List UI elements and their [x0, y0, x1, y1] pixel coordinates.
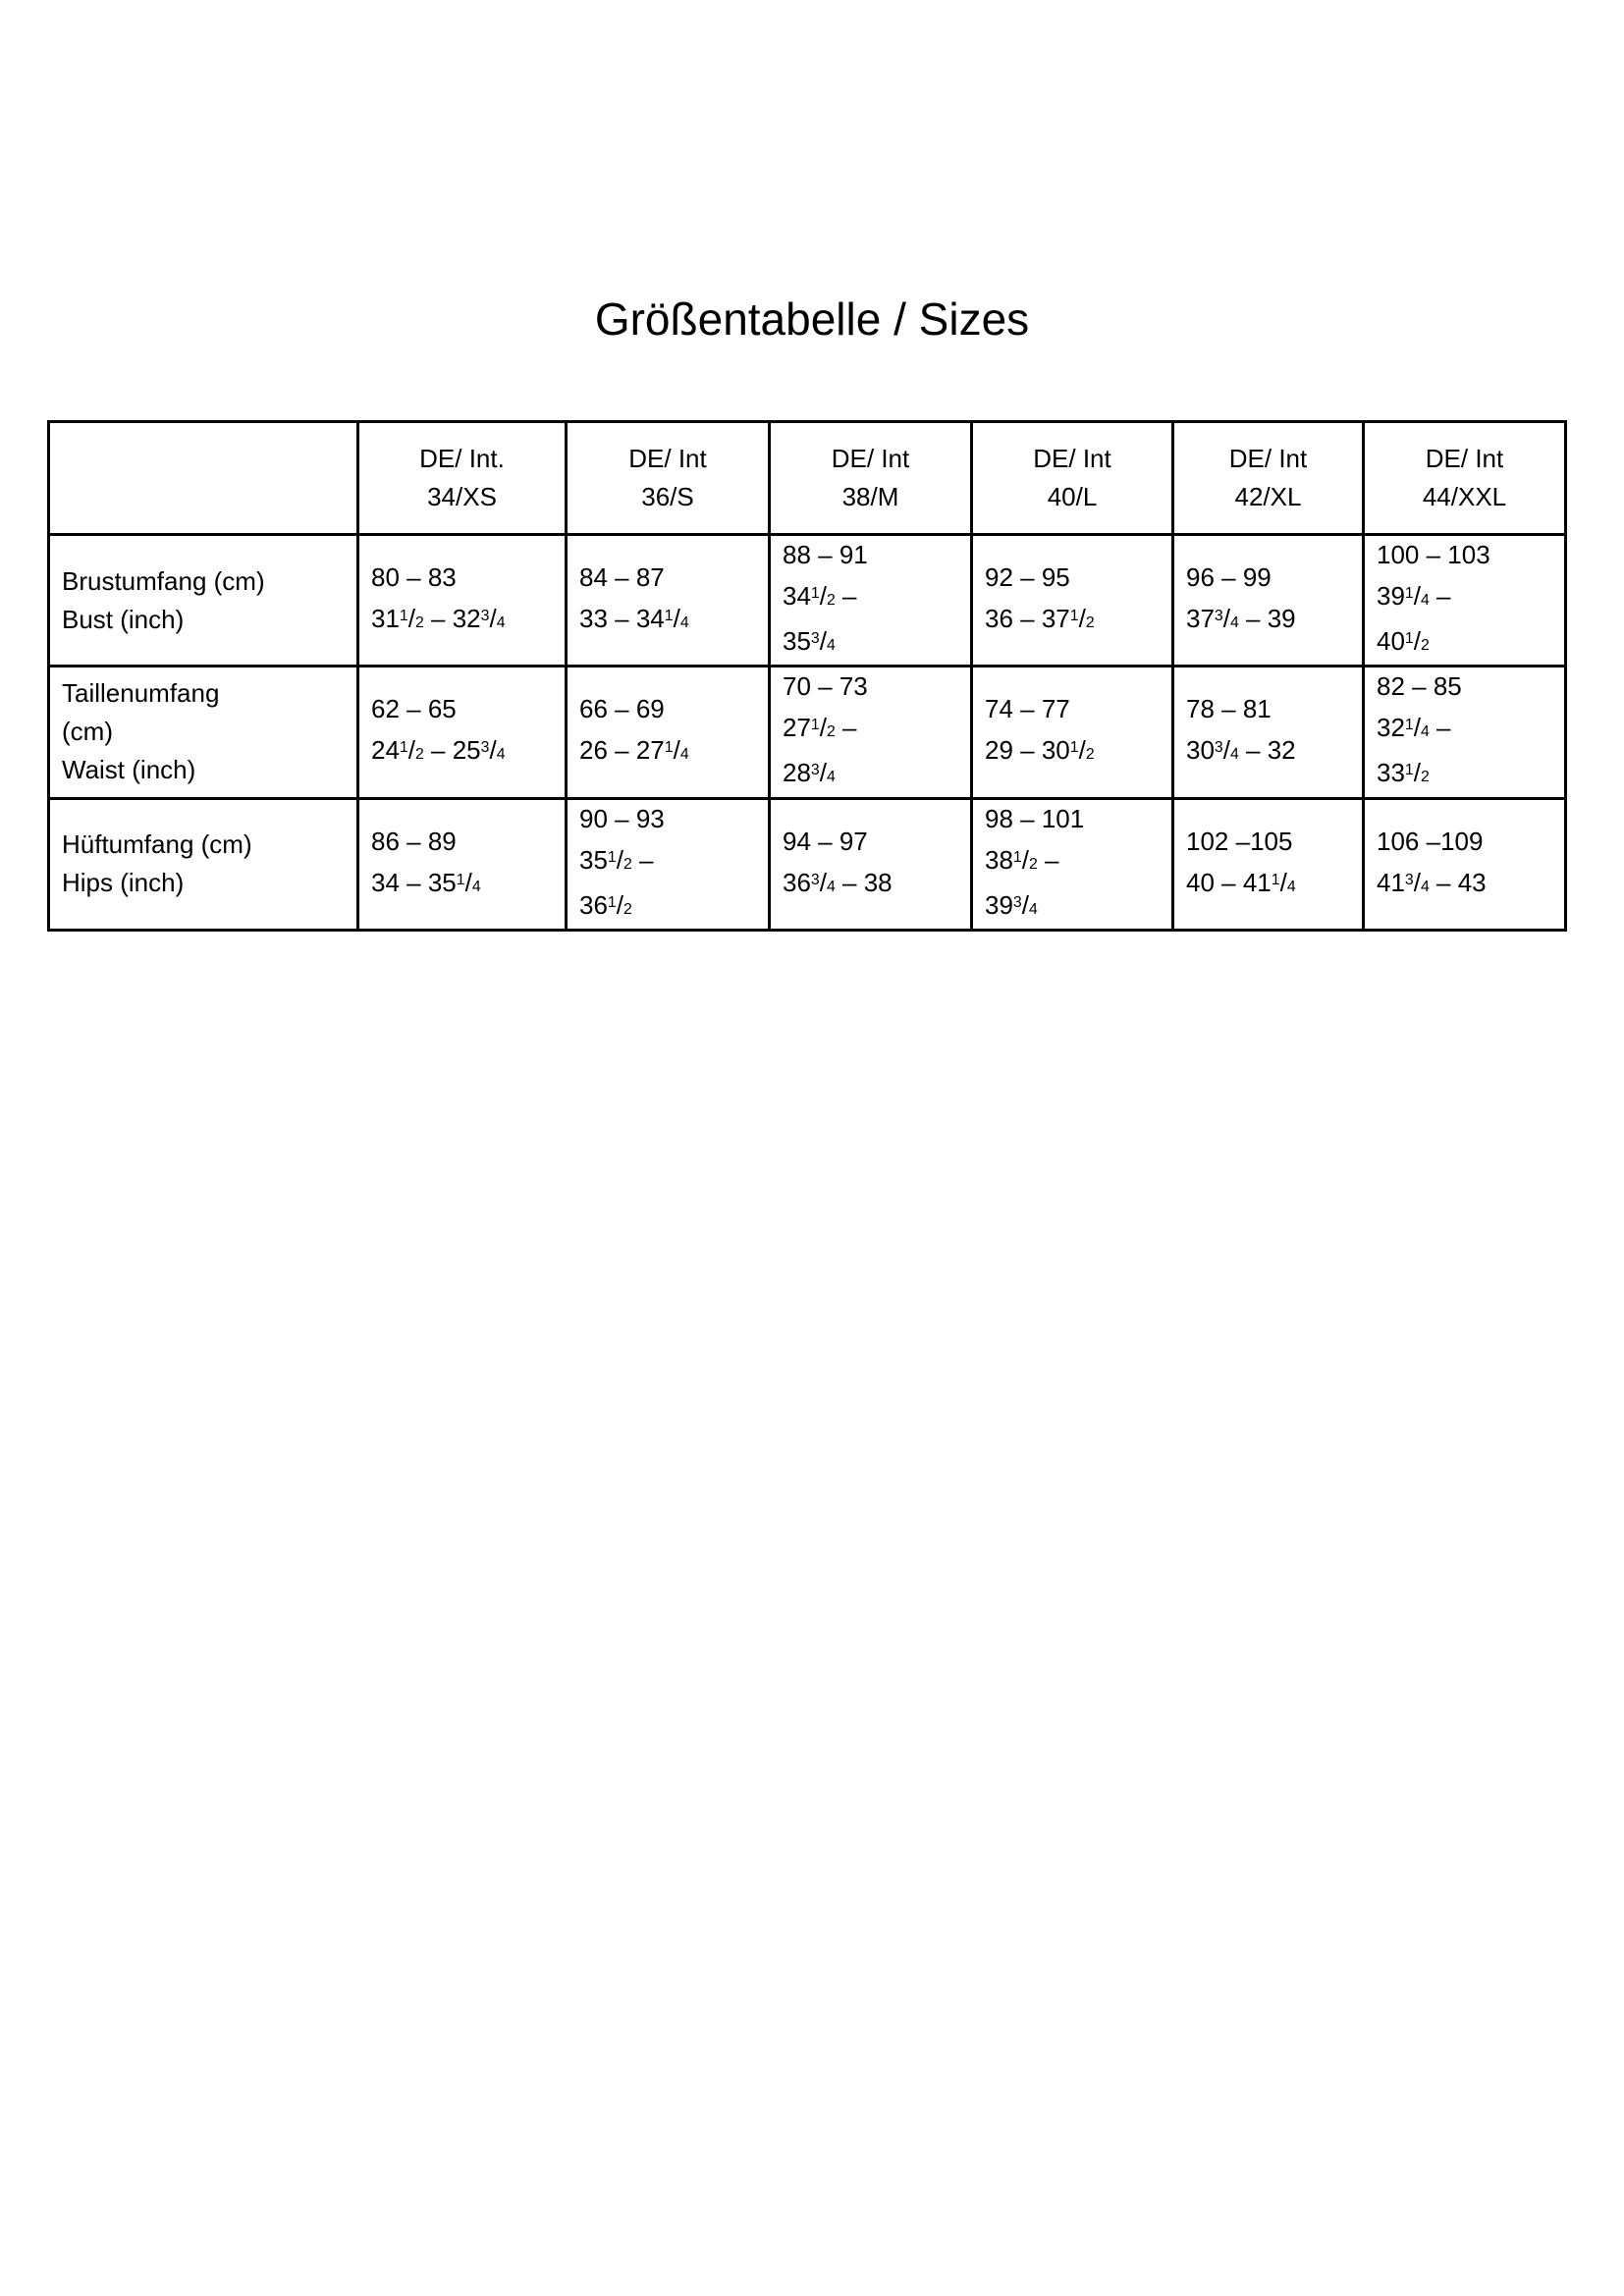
- fraction-slash: /: [407, 735, 415, 766]
- inch-range-line: $34 - 35^1/4$: [371, 867, 481, 897]
- fraction-numerator: 1: [607, 848, 617, 866]
- cm-range-line: 94 – 97: [783, 826, 868, 856]
- fraction-denominator: 2: [1420, 637, 1430, 655]
- cm-range-line: 100 – 103: [1377, 540, 1490, 569]
- size-cell: [1364, 667, 1566, 798]
- cm-range-line: 84 – 87: [579, 562, 665, 593]
- column-header-line: DE/ Int: [1033, 444, 1111, 473]
- inch-range-line: $35^3/4$: [783, 626, 836, 657]
- inch-range-line: $41^3/4 - 43$: [1377, 867, 1487, 897]
- fraction-numerator: 3: [1214, 739, 1223, 757]
- inch-range-line: $38^1/2$ –: [985, 844, 1059, 875]
- row-label: [49, 798, 358, 930]
- fraction-slash: /: [489, 735, 497, 766]
- cm-range-line: 74 – 77: [985, 694, 1070, 724]
- fraction-denominator: 4: [826, 878, 836, 895]
- size-cell: [1364, 798, 1566, 930]
- fraction-slash: /: [464, 867, 472, 897]
- fraction-denominator: 4: [1229, 614, 1239, 632]
- inch-range-line: $40 - 41^1/4$: [1186, 867, 1296, 897]
- fraction-slash: /: [1413, 867, 1421, 897]
- fraction-slash: /: [819, 758, 827, 788]
- fraction-numerator: 3: [810, 871, 820, 888]
- row-label-line: Bust (inch): [62, 604, 185, 634]
- fraction-numerator: 3: [810, 762, 820, 779]
- size-cell: [358, 535, 567, 667]
- fraction-slash: /: [1413, 581, 1421, 612]
- fraction-numerator: 1: [664, 608, 674, 625]
- row-label: [49, 535, 358, 667]
- fraction-denominator: 2: [826, 723, 836, 741]
- row-label-line: Hips (inch): [62, 868, 185, 898]
- inch-range-line: $36^1/2$: [579, 889, 632, 920]
- fraction-denominator: 2: [623, 900, 632, 918]
- fraction-numerator: 1: [810, 717, 820, 734]
- fraction-denominator: 4: [496, 614, 506, 632]
- inch-range-line: $39^3/4$: [985, 889, 1038, 920]
- column-header-38-m: [770, 422, 972, 535]
- column-header-36-s: [567, 422, 770, 535]
- fraction-denominator: 4: [826, 637, 836, 655]
- table-row: [49, 798, 1566, 930]
- fraction-denominator: 2: [414, 614, 424, 632]
- cm-range-line: 78 – 81: [1186, 694, 1272, 724]
- fraction-denominator: 4: [1420, 878, 1430, 895]
- fraction-slash: /: [407, 604, 415, 634]
- page-title: Größentabelle / Sizes: [594, 294, 1030, 345]
- fraction-denominator: 2: [826, 592, 836, 610]
- fraction-numerator: 3: [480, 739, 490, 757]
- table-row: [49, 535, 1566, 667]
- fraction-slash: /: [1021, 844, 1029, 875]
- fraction-slash: /: [819, 581, 827, 612]
- cm-range-line: 102 –105: [1186, 826, 1293, 856]
- fraction-numerator: 1: [1404, 762, 1414, 779]
- cm-range-line: 70 – 73: [783, 671, 868, 702]
- size-cell: [770, 535, 972, 667]
- fraction-numerator: 1: [1404, 717, 1414, 734]
- inch-range-line: $36 - 37^1/2$: [985, 604, 1095, 634]
- column-header-line: 34/XS: [427, 482, 497, 511]
- corner-cell: [49, 422, 358, 535]
- size-cell: [567, 667, 770, 798]
- fraction-denominator: 2: [623, 855, 632, 873]
- fraction-denominator: 4: [679, 614, 689, 632]
- fraction-denominator: 2: [1085, 614, 1095, 632]
- fraction-slash: /: [489, 604, 497, 634]
- inch-range-line: $26 - 27^1/4$: [579, 735, 689, 766]
- row-label-line: (cm): [62, 717, 113, 747]
- fraction-numerator: 1: [1012, 848, 1022, 866]
- fraction-numerator: 1: [456, 871, 465, 888]
- column-header-line: 36/S: [641, 482, 694, 511]
- fraction-numerator: 1: [399, 608, 408, 625]
- size-cell: [770, 667, 972, 798]
- column-header-line: 40/L: [1047, 482, 1098, 511]
- column-header-line: DE/ Int.: [419, 444, 505, 473]
- size-cell: [1173, 535, 1364, 667]
- size-cell: [770, 798, 972, 930]
- inch-range-line: $29 - 30^1/2$: [985, 735, 1095, 766]
- fraction-denominator: 2: [1085, 746, 1095, 764]
- fraction-slash: /: [1222, 604, 1230, 634]
- fraction-denominator: 4: [471, 878, 481, 895]
- cm-range-line: 90 – 93: [579, 803, 665, 833]
- fraction-slash: /: [1078, 604, 1086, 634]
- size-cell: [567, 798, 770, 930]
- fraction-denominator: 4: [1286, 878, 1296, 895]
- fraction-denominator: 2: [1420, 769, 1430, 786]
- row-label: [49, 667, 358, 798]
- inch-range-line: $27^1/2$ –: [783, 713, 857, 743]
- fraction-numerator: 1: [399, 739, 408, 757]
- inch-range-line: $36^3/4 - 38$: [783, 867, 893, 897]
- size-cell: [1364, 535, 1566, 667]
- fraction-slash: /: [1279, 867, 1287, 897]
- fraction-denominator: 4: [826, 769, 836, 786]
- column-header-42-xl: [1173, 422, 1364, 535]
- fraction-numerator: 1: [1404, 630, 1414, 648]
- fraction-slash: /: [819, 867, 827, 897]
- fraction-numerator: 1: [1404, 585, 1414, 602]
- row-label-line: Waist (inch): [62, 755, 196, 785]
- fraction-slash: /: [1078, 735, 1086, 766]
- fraction-numerator: 1: [1069, 608, 1079, 625]
- column-header-line: DE/ Int: [831, 444, 910, 473]
- inch-range-line: $34^1/2$ –: [783, 581, 857, 612]
- size-cell: [1173, 798, 1364, 930]
- fraction-numerator: 3: [1214, 608, 1223, 625]
- fraction-denominator: 4: [496, 746, 506, 764]
- inch-range-line: $39^1/4$ –: [1377, 581, 1451, 612]
- inch-range-line: $28^3/4$: [783, 758, 836, 788]
- fraction-numerator: 3: [1404, 871, 1414, 888]
- fraction-slash: /: [819, 713, 827, 743]
- size-cell: [972, 535, 1173, 667]
- column-header-34-xs: [358, 422, 567, 535]
- row-label-line: Brustumfang (cm): [62, 565, 265, 596]
- inch-range-line: $31^1/2 - 32^3/4$: [371, 604, 506, 634]
- column-header-line: DE/ Int: [628, 444, 707, 473]
- fraction-slash: /: [1413, 626, 1421, 657]
- inch-range-line: $32^1/4$ –: [1377, 713, 1451, 743]
- fraction-denominator: 4: [1028, 900, 1038, 918]
- column-header-line: DE/ Int: [1228, 444, 1308, 473]
- table-row: [49, 667, 1566, 798]
- fraction-denominator: 4: [1229, 746, 1239, 764]
- size-cell: [972, 667, 1173, 798]
- size-table: [47, 420, 1567, 932]
- column-header-line: 44/XXL: [1422, 482, 1507, 511]
- cm-range-line: 88 – 91: [783, 540, 868, 569]
- fraction-denominator: 4: [1420, 592, 1430, 610]
- cm-range-line: 106 –109: [1377, 826, 1484, 856]
- fraction-denominator: 2: [414, 746, 424, 764]
- fraction-slash: /: [616, 844, 623, 875]
- column-header-line: 38/M: [841, 482, 899, 511]
- size-cell: [358, 798, 567, 930]
- column-header-40-l: [972, 422, 1173, 535]
- row-label-line: Hüftumfang (cm): [62, 829, 252, 860]
- column-header-44-xxl: [1364, 422, 1566, 535]
- inch-range-line: $30^3/4 - 32$: [1186, 735, 1296, 766]
- inch-range-line: $24^1/2 - 25^3/4$: [371, 735, 506, 766]
- column-header-line: DE/ Int: [1425, 444, 1504, 473]
- fraction-numerator: 3: [810, 630, 820, 648]
- cm-range-line: 66 – 69: [579, 694, 665, 724]
- fraction-numerator: 1: [1271, 871, 1280, 888]
- cm-range-line: 80 – 83: [371, 562, 457, 593]
- fraction-slash: /: [616, 889, 623, 920]
- fraction-numerator: 1: [1069, 739, 1079, 757]
- size-cell: [567, 535, 770, 667]
- cm-range-line: 82 – 85: [1377, 671, 1462, 702]
- fraction-denominator: 4: [1420, 723, 1430, 741]
- size-cell: [1173, 667, 1364, 798]
- cm-range-line: 86 – 89: [371, 826, 457, 856]
- inch-range-line: $33 - 34^1/4$: [579, 604, 689, 634]
- fraction-slash: /: [819, 626, 827, 657]
- cm-range-line: 92 – 95: [985, 562, 1070, 593]
- fraction-slash: /: [1413, 713, 1421, 743]
- fraction-numerator: 1: [664, 739, 674, 757]
- size-table-body: [49, 422, 1566, 931]
- row-label-line: Taillenumfang: [62, 678, 220, 709]
- fraction-slash: /: [1413, 758, 1421, 788]
- fraction-numerator: 3: [480, 608, 490, 625]
- cm-range-line: 62 – 65: [371, 694, 457, 724]
- cm-range-line: 96 – 99: [1186, 562, 1272, 593]
- size-cell: [972, 798, 1173, 930]
- column-header-line: 42/XL: [1234, 482, 1302, 511]
- inch-range-line: $37^3/4 - 39$: [1186, 604, 1296, 634]
- fraction-slash: /: [1021, 889, 1029, 920]
- inch-range-line: $40^1/2$: [1377, 626, 1430, 657]
- fraction-numerator: 1: [607, 893, 617, 911]
- fraction-numerator: 3: [1012, 893, 1022, 911]
- inch-range-line: $33^1/2$: [1377, 758, 1430, 788]
- fraction-slash: /: [673, 604, 680, 634]
- fraction-numerator: 1: [810, 585, 820, 602]
- fraction-denominator: 4: [679, 746, 689, 764]
- cm-range-line: 98 – 101: [985, 803, 1085, 833]
- inch-range-line: $35^1/2$ –: [579, 844, 654, 875]
- header-row: [49, 422, 1566, 535]
- fraction-slash: /: [673, 735, 680, 766]
- size-cell: [358, 667, 567, 798]
- fraction-denominator: 2: [1028, 855, 1038, 873]
- fraction-slash: /: [1222, 735, 1230, 766]
